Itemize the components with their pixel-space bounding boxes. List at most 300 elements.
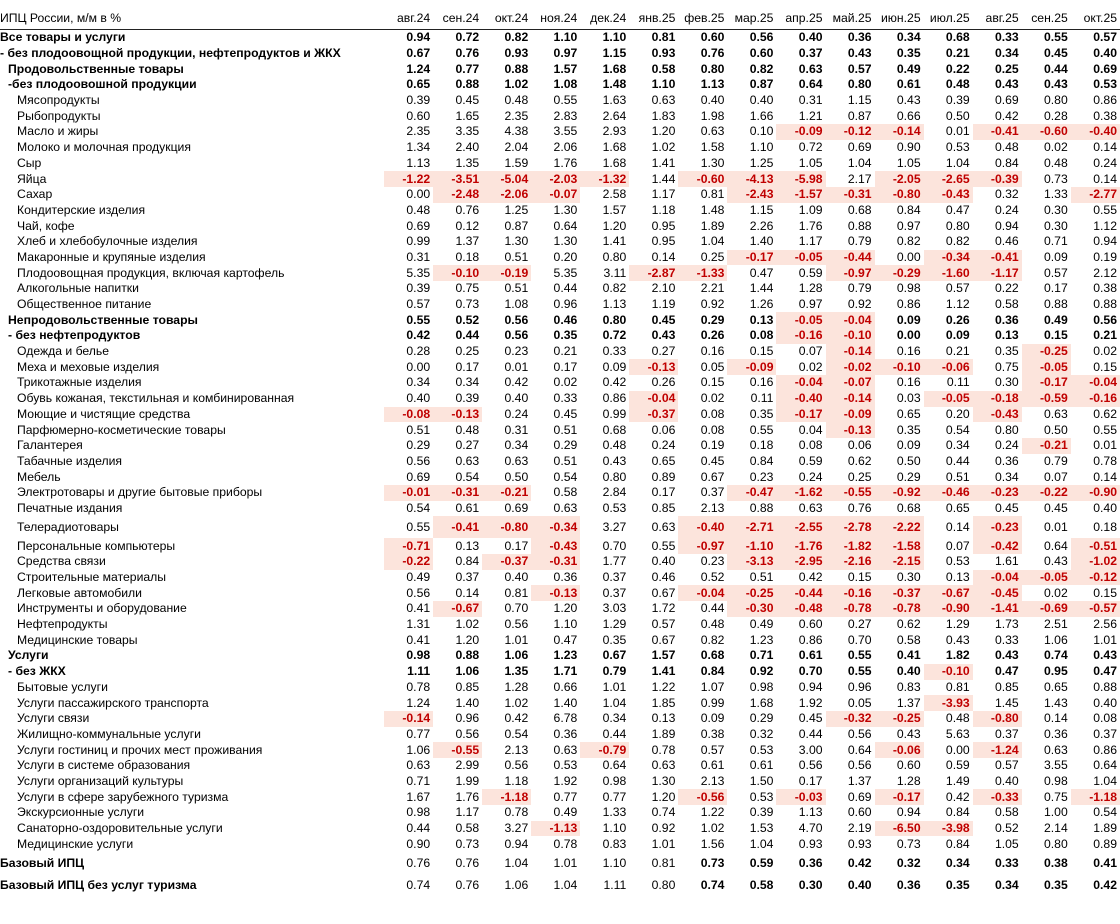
value-cell: 1.17 [651,187,676,202]
value-cell: 0.06 [651,422,676,437]
value-cell: 0.96 [847,679,872,694]
value-cell: 1.89 [1093,821,1117,836]
value-cell: 0.58 [553,485,578,500]
value-cell: 0.80 [602,312,627,327]
value-cell: 0.13 [455,538,480,553]
value-cell: 0.53 [602,500,627,515]
value-cell: 1.76 [553,155,578,170]
value-cell: 1.57 [553,61,578,76]
value-cell: 0.09 [896,312,921,327]
table-row [0,171,1120,187]
value-cell: 0.15 [1093,585,1117,600]
value-cell: 4.38 [504,124,529,139]
table-row [0,821,1120,837]
value-cell: 1.25 [504,202,529,217]
value-cell: 0.35 [553,328,578,343]
value-cell: 0.48 [700,617,725,632]
value-cell: 0.69 [994,93,1019,108]
table-row [0,711,1120,727]
value-cell: 1.10 [553,617,578,632]
row-label: Услуги в системе образования [17,758,191,773]
value-cell: 1.76 [798,218,823,233]
value-cell: 0.58 [896,632,921,647]
value-cell: 0.32 [749,726,774,741]
value-cell: -0.10 [924,664,973,680]
value-cell: 0.43 [896,726,921,741]
value-cell: -1.18 [1071,789,1120,805]
value-cell: 0.80 [945,218,970,233]
value-cell: 0.98 [749,679,774,694]
value-cell: -1.24 [973,742,1022,758]
value-cell: 0.88 [455,648,480,663]
value-cell: -0.41 [973,250,1022,266]
value-cell: 0.01 [1093,438,1117,453]
value-cell: 0.41 [406,632,431,647]
value-cell: 0.50 [945,108,970,123]
value-cell: -1.57 [776,187,825,203]
value-cell: 0.50 [896,453,921,468]
value-cell: -6.50 [875,821,924,837]
month-header: окт.24 [482,0,531,30]
value-cell: -0.04 [776,375,825,391]
value-cell: 0.55 [1093,202,1117,217]
value-cell: 0.69 [504,500,529,515]
value-cell: -1.62 [776,485,825,501]
value-cell: -0.55 [826,485,875,501]
value-cell: 1.40 [455,695,480,710]
table-row [0,46,1120,62]
value-cell: 0.89 [651,469,676,484]
value-cell: 0.82 [700,632,725,647]
value-cell: 0.29 [749,711,774,726]
value-cell: 0.34 [994,877,1019,892]
value-cell: 0.34 [994,46,1019,61]
table-row [0,695,1120,711]
row-label: - без ЖКХ [8,664,66,679]
value-cell: 0.44 [406,821,431,836]
value-cell: 0.75 [455,281,480,296]
value-cell: 1.33 [1044,187,1068,202]
value-cell: 0.21 [1093,328,1117,343]
value-cell: 1.28 [504,679,529,694]
value-cell: 1.72 [651,601,676,616]
value-cell: -0.06 [875,742,924,758]
value-cell: 0.45 [455,93,480,108]
value-cell: 1.04 [553,877,578,892]
row-label: Услуги [8,648,49,663]
value-cell: 1.11 [407,664,431,679]
value-cell: 1.37 [455,234,480,249]
value-cell: 0.69 [406,218,431,233]
value-cell: -0.45 [973,585,1022,601]
value-cell: 0.88 [455,77,480,92]
value-cell: 1.35 [455,155,480,170]
value-cell: 0.29 [553,438,578,453]
value-cell: 0.00 [406,187,431,202]
row-label: Услуги организаций культуры [17,773,184,788]
value-cell: 0.09 [700,711,725,726]
value-cell: -0.34 [531,516,580,538]
value-cell: 0.61 [798,648,823,663]
value-cell: 2.99 [455,758,480,773]
value-cell: 0.68 [945,30,970,45]
value-cell: 0.43 [945,632,970,647]
value-cell: 0.37 [1093,726,1117,741]
value-cell: 0.61 [455,500,480,515]
value-cell: -2.87 [629,265,678,281]
value-cell: 1.15 [847,93,872,108]
table-row [0,516,1120,538]
value-cell: 0.56 [406,585,431,600]
value-cell: 0.36 [798,855,823,870]
value-cell: 1.10 [602,821,627,836]
value-cell: 0.63 [553,500,578,515]
value-cell: 0.87 [847,108,872,123]
value-cell: 0.77 [602,789,627,804]
value-cell: -0.04 [678,585,727,601]
value-cell: -0.21 [1022,438,1071,454]
value-cell: 0.98 [1044,773,1068,788]
value-cell: 0.70 [602,538,627,553]
value-cell: -0.43 [531,538,580,554]
table-row [0,61,1120,77]
value-cell: 0.44 [1044,61,1068,76]
value-cell: 0.88 [749,500,774,515]
value-cell: 0.97 [553,46,578,61]
value-cell: 2.84 [602,485,627,500]
value-cell: 0.57 [700,742,725,757]
value-cell: 0.68 [602,422,627,437]
value-cell: -0.44 [776,585,825,601]
value-cell: 0.31 [798,93,823,108]
value-cell: 0.53 [1093,77,1117,92]
value-cell: 1.30 [651,773,676,788]
value-cell: 1.92 [553,773,578,788]
value-cell: 0.22 [994,281,1019,296]
value-cell: 0.37 [455,570,480,585]
row-label: Мебель [17,469,61,484]
value-cell: 5.35 [406,265,431,280]
value-cell: 2.64 [602,108,627,123]
value-cell: 0.25 [700,249,725,264]
value-cell: -0.01 [384,485,433,501]
value-cell: 0.75 [1044,789,1068,804]
value-cell: -0.44 [826,250,875,266]
value-cell: 0.95 [651,234,676,249]
value-cell: 0.46 [651,570,676,585]
value-cell: -5.98 [776,171,825,187]
value-cell: -0.19 [482,265,531,281]
value-cell: 0.34 [896,30,921,45]
value-cell: 1.30 [504,234,529,249]
value-cell: 1.13 [700,77,725,92]
value-cell: 3.55 [553,124,578,139]
value-cell: 1.24 [406,61,431,76]
value-cell: 0.71 [406,773,431,788]
value-cell: 0.10 [749,124,774,139]
value-cell: 1.30 [553,234,578,249]
table-row [0,218,1120,234]
value-cell: -0.07 [531,187,580,203]
table-row [0,234,1120,250]
value-cell: 0.16 [749,375,774,390]
value-cell: -2.06 [482,187,531,203]
value-cell: 0.30 [896,570,921,585]
table-row [0,680,1120,696]
value-cell: -2.22 [875,516,924,538]
value-cell: -0.80 [482,516,531,538]
value-cell: 0.65 [945,500,970,515]
row-label: Услуги гостиниц и прочих мест проживания [17,742,263,757]
value-cell: 0.61 [896,77,921,92]
value-cell: 2.19 [847,821,872,836]
value-cell: 1.02 [455,617,480,632]
value-cell: 0.11 [946,375,970,390]
value-cell: 0.58 [994,297,1019,312]
value-cell: -0.80 [875,187,924,203]
value-cell: 0.09 [602,359,627,374]
value-cell: 1.04 [847,155,872,170]
value-cell: 0.56 [847,758,872,773]
value-cell: 0.39 [945,93,970,108]
value-cell: 0.92 [847,297,872,312]
value-cell: 0.27 [455,438,480,453]
value-cell: 1.06 [406,742,431,757]
row-label: Хлеб и хлебобулочные изделия [17,234,198,249]
value-cell: 0.81 [945,679,970,694]
value-cell: 0.99 [700,695,725,710]
value-cell: -2.78 [826,516,875,538]
value-cell: 1.37 [847,773,872,788]
value-cell: 0.31 [406,249,431,264]
value-cell: 0.47 [994,664,1019,679]
value-cell: 0.70 [504,601,529,616]
value-cell: 0.84 [945,805,970,820]
value-cell: 0.40 [1093,46,1117,61]
value-cell: 0.55 [1093,422,1117,437]
value-cell: 1.48 [602,77,627,92]
value-cell: 0.27 [847,617,872,632]
value-cell: 1.20 [553,601,578,616]
value-cell: 2.93 [602,124,627,139]
value-cell: 0.44 [553,281,578,296]
value-cell: 0.14 [455,585,480,600]
value-cell: 2.35 [504,108,529,123]
value-cell: -0.41 [973,124,1022,140]
value-cell: -1.22 [384,171,433,187]
row-label: Меха и меховые изделия [17,359,160,374]
value-cell: 0.86 [1093,742,1117,757]
value-cell: 1.11 [603,877,627,892]
value-cell: 0.16 [896,375,921,390]
value-cell: -3.98 [924,821,973,837]
value-cell: 0.99 [406,234,431,249]
value-cell: 1.21 [798,108,823,123]
row-label: Услуги в сфере зарубежного туризма [17,789,229,804]
value-cell: 2.06 [553,140,578,155]
value-cell: 1.92 [798,695,823,710]
value-cell: 0.79 [1044,453,1068,468]
value-cell: 0.95 [651,218,676,233]
value-cell: 0.37 [700,485,725,500]
value-cell: -1.13 [531,821,580,837]
value-cell: 0.14 [651,249,676,264]
value-cell: 1.06 [1044,632,1068,647]
value-cell: 1.05 [994,836,1019,851]
value-cell: 0.42 [1093,877,1117,892]
value-cell: -0.59 [1022,391,1071,407]
value-cell: 0.48 [602,438,627,453]
value-cell: -0.14 [384,711,433,727]
value-cell: -0.90 [924,601,973,617]
value-cell: 0.86 [602,391,627,406]
value-cell: 0.33 [602,344,627,359]
value-cell: 0.09 [896,438,921,453]
value-cell: -0.17 [875,789,924,805]
value-cell: 1.41 [602,234,627,249]
value-cell: 0.25 [994,61,1019,76]
value-cell: 1.04 [602,695,627,710]
row-label: Обувь кожаная, текстильная и комбинированная [17,391,295,406]
table-row [0,501,1120,517]
value-cell: 0.36 [994,312,1019,327]
table-row [0,664,1120,680]
value-cell: 1.83 [651,108,676,123]
value-cell: 0.80 [1044,93,1068,108]
value-cell: -0.04 [826,312,875,328]
value-cell: 2.13 [700,500,725,515]
value-cell: -0.05 [776,250,825,266]
row-label: Общественное питание [17,297,152,312]
value-cell: 0.67 [406,46,431,61]
value-cell: -2.48 [433,187,482,203]
value-cell: 0.40 [700,93,725,108]
value-cell: 1.02 [504,77,529,92]
value-cell: 0.00 [406,359,431,374]
value-cell: -0.31 [826,187,875,203]
value-cell: 0.57 [945,281,970,296]
value-cell: 1.35 [504,664,529,679]
value-cell: -0.04 [1071,375,1120,391]
value-cell: 0.56 [1093,312,1117,327]
value-cell: 0.80 [847,77,872,92]
value-cell: 0.64 [847,742,872,757]
value-cell: 0.64 [602,758,627,773]
value-cell: 0.01 [945,124,970,139]
value-cell: -0.21 [482,485,531,501]
value-cell: -0.48 [776,601,825,617]
value-cell: 0.34 [406,375,431,390]
value-cell: 0.73 [455,297,480,312]
value-cell: 0.40 [896,664,921,679]
value-cell: 0.32 [994,187,1019,202]
row-label: Инструменты и оборудование [17,601,187,616]
row-label: Алкогольные напитки [17,281,139,296]
value-cell: 0.55 [406,312,431,327]
value-cell: 0.55 [651,538,676,553]
value-cell: 1.20 [602,218,627,233]
value-cell: 0.55 [406,519,431,534]
value-cell: 0.40 [651,554,676,569]
value-cell: 1.01 [504,632,529,647]
value-cell: 0.19 [1093,249,1117,264]
value-cell: 0.45 [798,711,823,726]
table-row [0,312,1120,328]
value-cell: 1.34 [406,140,431,155]
value-cell: 0.56 [504,328,529,343]
value-cell: 0.76 [455,877,480,892]
value-cell: 0.02 [700,391,725,406]
table-row [0,391,1120,407]
value-cell: 0.52 [700,570,725,585]
value-cell: 0.76 [406,855,431,870]
value-cell: 0.23 [504,344,529,359]
value-cell: 1.15 [602,46,627,61]
value-cell: 3.03 [602,601,627,616]
value-cell: -0.09 [826,407,875,423]
value-cell: 0.24 [504,406,529,421]
value-cell: 0.74 [1044,648,1068,663]
value-cell: 0.86 [798,632,823,647]
value-cell: 0.86 [896,297,921,312]
value-cell: 0.48 [945,711,970,726]
value-cell: -0.37 [875,585,924,601]
value-cell: 0.34 [994,469,1019,484]
value-cell: -1.33 [678,265,727,281]
value-cell: 1.68 [749,695,774,710]
value-cell: 0.38 [1093,108,1117,123]
value-cell: -0.10 [875,359,924,375]
value-cell: 0.30 [798,877,823,892]
value-cell: 0.13 [651,711,676,726]
value-cell: -0.55 [433,742,482,758]
value-cell: 0.51 [945,469,970,484]
value-cell: 1.19 [651,297,676,312]
value-cell: -0.13 [826,422,875,438]
value-cell: 1.63 [602,93,627,108]
value-cell: 0.40 [847,877,872,892]
value-cell: 0.35 [896,422,921,437]
value-cell: 1.40 [553,695,578,710]
value-cell: 1.22 [700,805,725,820]
value-cell: 0.73 [455,836,480,851]
value-cell: 0.51 [749,570,774,585]
value-cell: 0.70 [798,664,823,679]
value-cell: 0.63 [553,742,578,757]
value-cell: 0.76 [455,855,480,870]
value-cell: 0.98 [602,773,627,788]
value-cell: 1.28 [798,281,823,296]
value-cell: 0.76 [455,46,480,61]
value-cell: 0.46 [553,312,578,327]
value-cell: 0.15 [1044,328,1068,343]
value-cell: 1.49 [945,773,970,788]
value-cell: 0.13 [945,570,970,585]
value-cell: 1.89 [651,726,676,741]
month-header: окт.25 [1071,0,1120,30]
value-cell: 1.71 [553,664,578,679]
value-cell: 0.88 [1093,679,1117,694]
value-cell: 0.77 [406,726,431,741]
value-cell: 0.81 [651,855,676,870]
value-cell: 0.65 [651,453,676,468]
value-cell: 0.40 [994,773,1019,788]
row-label: Бытовые услуги [17,679,108,694]
value-cell: 5.63 [945,726,970,741]
row-label: Табачные изделия [17,453,123,468]
value-cell: 0.94 [896,805,921,820]
value-cell: -0.60 [1022,124,1071,140]
